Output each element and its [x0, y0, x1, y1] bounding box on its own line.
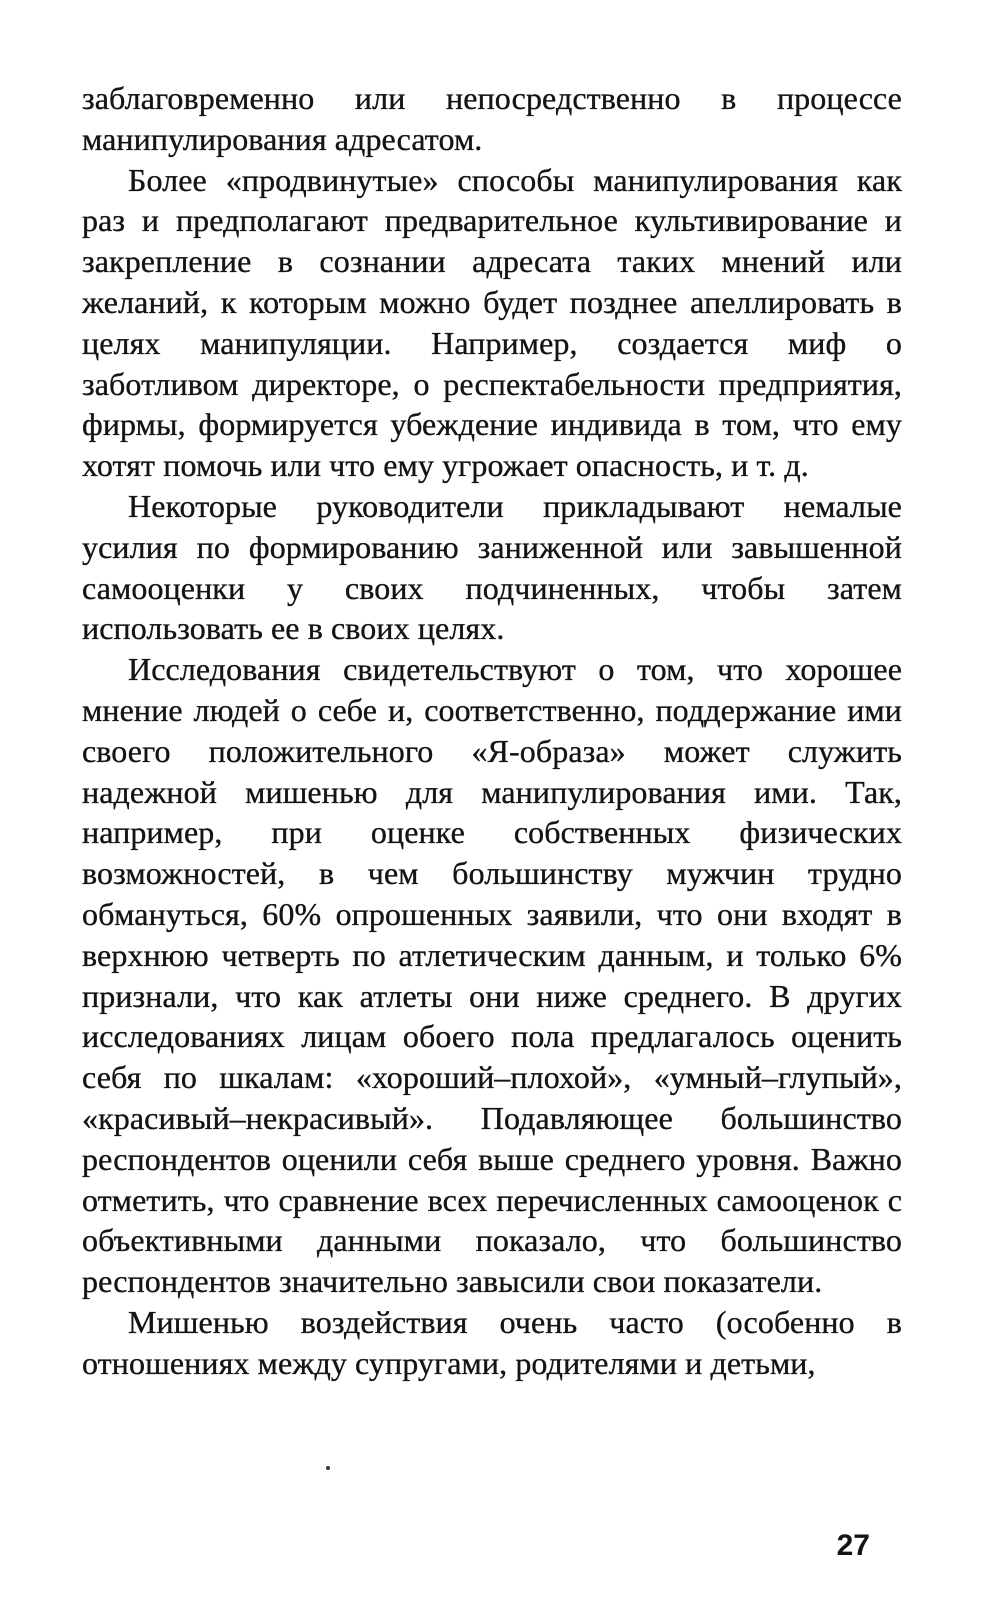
paragraph-managers-self-esteem: Некоторые руководители прикладывают немалые усилия по формированию заниженной или завышенной самооценки у своих подчиненных, чтобы затем использовать ее в своих целях.: [82, 487, 902, 647]
paragraph-continuation: заблаговременно или непосредственно в процессе манипулирования адресатом.: [82, 80, 902, 157]
page-number: 27: [836, 1529, 870, 1562]
paragraph-research: Исследования свидетельствуют о том, что хорошее мнение людей о себе и, соответственно, поддержание ими своего положительного «Я-образа» может служить надежной мишенью для манипулирования ими. Так, например, при оценке собственных физических возможностей, в чем большинству мужчин трудно обмануться, 60% опрошенных заявили, что они входят в верхнюю четверть по атлетическим данным, и только 6% признали, что как атлеты они ниже среднего. В других исследованиях лицам обоего пола предлагалось оценить себя по шкалам: «хороший–плохой», «умный–глупый», «красивый–некрасивый». Подавляющее большинство респондентов оценили себя выше среднего уровня. Важно отметить, что сравнение всех перечисленных самооценок с объективными данными показало, что большинство респондентов значительно завысили свои показатели.: [82, 651, 902, 1300]
print-speck: [326, 1466, 330, 1470]
body-text: [82, 78, 902, 1384]
paragraph-target-of-influence: Мишенью воздействия очень часто (особенно в отношениях между супругами, родителями и детьми,: [82, 1303, 902, 1381]
paragraph-manipulation-methods: Более «продвинутые» способы манипулирования как раз и предполагают предварительное культивирование и закрепление в сознании адресата таких мнений или желаний, к которым можно будет позднее апеллировать в целях манипуляции. Например, создается миф о заботливом директоре, о респектабельности предприятия, фирмы, формируется убеждение индивида в том, что ему хотят помочь или что ему угрожает опасность, и т. д.: [82, 161, 902, 484]
